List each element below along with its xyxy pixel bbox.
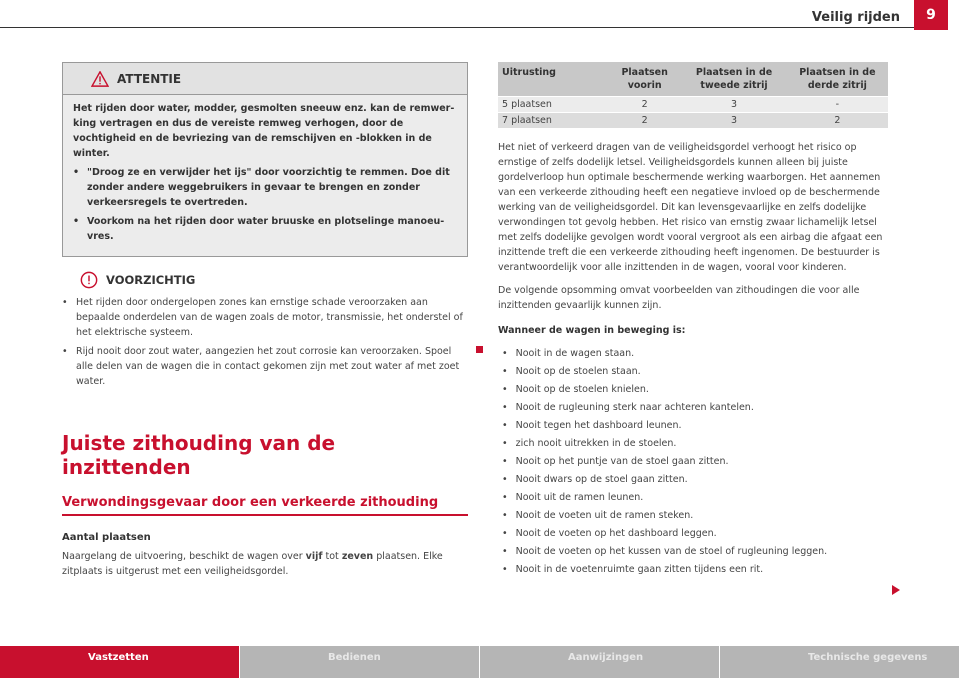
table-header-row xyxy=(498,62,888,97)
table-header-cell: Plaatsen in de tweede zitrij xyxy=(681,62,786,97)
page-number-badge: 9 xyxy=(914,0,948,30)
table-header-cell: Uitrusting xyxy=(498,62,608,97)
bullet-glyph: • xyxy=(62,297,68,308)
list-item xyxy=(498,344,888,362)
right-column xyxy=(498,62,888,578)
seats-text-post: plaatsen. Elke zitplaats is uitgerust met een veiligheidsgordel. xyxy=(62,551,443,577)
list-item-text: Nooit de voeten op het kussen van de stoel of rugleuning leggen. xyxy=(515,545,828,557)
warning-triangle-icon xyxy=(91,71,109,87)
list-item-text: zich nooit uitrekken in de stoelen. xyxy=(515,437,677,449)
footer-tab-bedienen[interactable]: Bedienen xyxy=(240,646,480,678)
bullet-glyph: • xyxy=(502,347,508,359)
bullet-glyph: • xyxy=(502,365,508,377)
body-paragraph: Het niet of verkeerd dragen van de veiligheidsgordel verhoogt het risico op ernstige of zelfs dodelijk letsel. Veiligheidsgordels kunnen alleen bij juiste gordelverloop hun optimale beschermende werking waarborgen. Het aannemen van een verkeerde zithouding heeft een negatieve invloed op de beschermende werking van de veiligheidsgordel. Dit kan levensgevaarlijke en zelfs dodelijke verwondingen tot gevolg hebben. Het risico van ernstig zwaar lichamelijk letsel met zelfs dodelijke gevolgen wordt vooral vergroot als een airbag die afgaat een inzittende treft die een verkeerde zithouding heeft ingenomen. De bestuurder is verantwoordelijk voor alle inzittenden in de wagen, vooral voor kinderen. xyxy=(498,142,883,273)
table-cell: 2 xyxy=(787,113,888,129)
list-item xyxy=(498,560,888,578)
page-header xyxy=(0,0,960,32)
list-item xyxy=(498,434,888,452)
attentie-label: ATTENTIE xyxy=(117,71,182,86)
list-item xyxy=(498,380,888,398)
list-item-text: Nooit uit de ramen leunen. xyxy=(515,491,644,503)
table-cell: - xyxy=(787,97,888,113)
seats-text-pre: Naargelang de uitvoering, beschikt de wagen over xyxy=(62,551,306,562)
left-column xyxy=(62,62,468,579)
bullet-glyph: • xyxy=(502,563,508,575)
table-header-cell: Plaatsen in de derde zitrij xyxy=(787,62,888,97)
voorzichtig-label: VOORZICHTIG xyxy=(106,273,196,287)
footer-tab-vastzetten[interactable]: Vastzetten xyxy=(0,646,240,678)
bullet-glyph: • xyxy=(502,527,508,539)
voorzichtig-bullet xyxy=(62,344,468,393)
list-item-text: Nooit de voeten uit de ramen steken. xyxy=(515,509,694,521)
bullet-glyph: • xyxy=(502,509,508,521)
voorzichtig-header xyxy=(62,271,468,289)
seating-list xyxy=(498,344,888,578)
bullet-glyph: • xyxy=(502,473,508,485)
page-title: Veilig rijden xyxy=(811,10,900,25)
attentie-body xyxy=(63,95,467,256)
list-item-text: Nooit in de wagen staan. xyxy=(515,347,635,359)
subheading-aantal-plaatsen: Aantal plaatsen xyxy=(62,532,151,543)
list-item-text: Nooit de voeten op het dashboard leggen. xyxy=(515,527,717,539)
header-rule xyxy=(0,27,916,28)
list-item-text: Nooit op de stoelen staan. xyxy=(515,365,641,377)
section-title: Juiste zithouding van de inzittenden xyxy=(62,431,336,479)
body-paragraph: De volgende opsomming omvat voorbeelden van zithoudingen die voor alle inzittenden gevaarlijk kunnen zijn. xyxy=(498,285,860,311)
end-of-section-marker xyxy=(476,346,483,353)
bullet-glyph: • xyxy=(502,401,508,413)
table-cell: 7 plaatsen xyxy=(498,113,608,129)
bullet-glyph: • xyxy=(62,346,68,357)
voorzichtig-section xyxy=(62,271,468,393)
list-item xyxy=(498,452,888,470)
list-item-text: Nooit op het puntje van de stoel gaan zitten. xyxy=(515,455,729,467)
list-item-text: Nooit op de stoelen knielen. xyxy=(515,383,649,395)
attentie-intro: Het rijden door water, modder, gesmolten sneeuw enz. kan de remwerking vertragen en dus de vereiste remweg verhogen, door de vochtigheid en de bevriezing van de remschijven en -blokken in de winter. xyxy=(73,103,455,159)
table-row xyxy=(498,97,888,113)
list-title: Wanneer de wagen in beweging is: xyxy=(498,325,686,336)
bullet-glyph: • xyxy=(502,437,508,449)
table-cell: 3 xyxy=(681,113,786,129)
list-item xyxy=(498,506,888,524)
bullet-glyph: • xyxy=(502,419,508,431)
attentie-bullet-text: Voorkom na het rijden door water bruuske en plotselinge manoeuvres. xyxy=(87,216,445,242)
voorzichtig-body xyxy=(62,295,468,393)
bullet-glyph: • xyxy=(73,216,80,227)
caution-circle-icon xyxy=(80,271,98,289)
bullet-glyph: • xyxy=(73,167,80,178)
list-item-text: Nooit dwars op de stoel gaan zitten. xyxy=(515,473,688,485)
table-cell: 5 plaatsen xyxy=(498,97,608,113)
table-cell: 2 xyxy=(608,113,681,129)
seats-table xyxy=(498,62,888,128)
attentie-bullet xyxy=(73,214,457,248)
list-item xyxy=(498,416,888,434)
bullet-glyph: • xyxy=(502,545,508,557)
seats-text xyxy=(62,549,468,579)
attentie-bullet xyxy=(73,165,457,214)
attentie-bullet-text: "Droog ze en verwijder het ijs" door voorzichtig te remmen. Doe dit zonder andere weggebruikers in gevaar te brengen en zonder verkeersregels te overtreden. xyxy=(87,167,450,208)
table-cell: 2 xyxy=(608,97,681,113)
continue-arrow-icon xyxy=(892,585,900,595)
footer-tab-technische-gegevens[interactable]: Technische gegevens xyxy=(720,646,960,678)
list-item xyxy=(498,488,888,506)
table-row xyxy=(498,113,888,129)
list-item-text: Nooit tegen het dashboard leunen. xyxy=(515,419,682,431)
seats-text-mid: tot xyxy=(322,551,342,562)
bullet-glyph: • xyxy=(502,455,508,467)
list-item xyxy=(498,470,888,488)
list-item-text: Nooit in de voetenruimte gaan zitten tijdens een rit. xyxy=(515,563,764,575)
list-item xyxy=(498,398,888,416)
attentie-header xyxy=(63,63,467,95)
list-item-text: Nooit de rugleuning sterk naar achteren kantelen. xyxy=(515,401,754,413)
attentie-box xyxy=(62,62,468,257)
bullet-glyph: • xyxy=(502,383,508,395)
section-subtitle: Verwondingsgevaar door een verkeerde zithouding xyxy=(62,495,468,516)
voorzichtig-bullet-text: Rijd nooit door zout water, aangezien het zout corrosie kan veroorzaken. Spoel alle delen van de wagen die in contact gekomen zijn met zout water af met zoet water. xyxy=(76,346,460,387)
list-item xyxy=(498,524,888,542)
bullet-glyph: • xyxy=(502,491,508,503)
table-cell: 3 xyxy=(681,97,786,113)
footer-tab-aanwijzingen[interactable]: Aanwijzingen xyxy=(480,646,720,678)
footer-nav xyxy=(0,646,960,678)
voorzichtig-bullet xyxy=(62,295,468,344)
list-item xyxy=(498,362,888,380)
seats-max: zeven xyxy=(341,551,374,562)
table-header-cell: Plaatsen voorin xyxy=(608,62,681,97)
voorzichtig-bullet-text: Het rijden door ondergelopen zones kan ernstige schade veroorzaken aan bepaalde onderdelen van de wagen zoals de motor, transmissie, het onderstel of het elektrische systeem. xyxy=(76,297,463,338)
list-item xyxy=(498,542,888,560)
seats-min: vijf xyxy=(305,551,323,562)
